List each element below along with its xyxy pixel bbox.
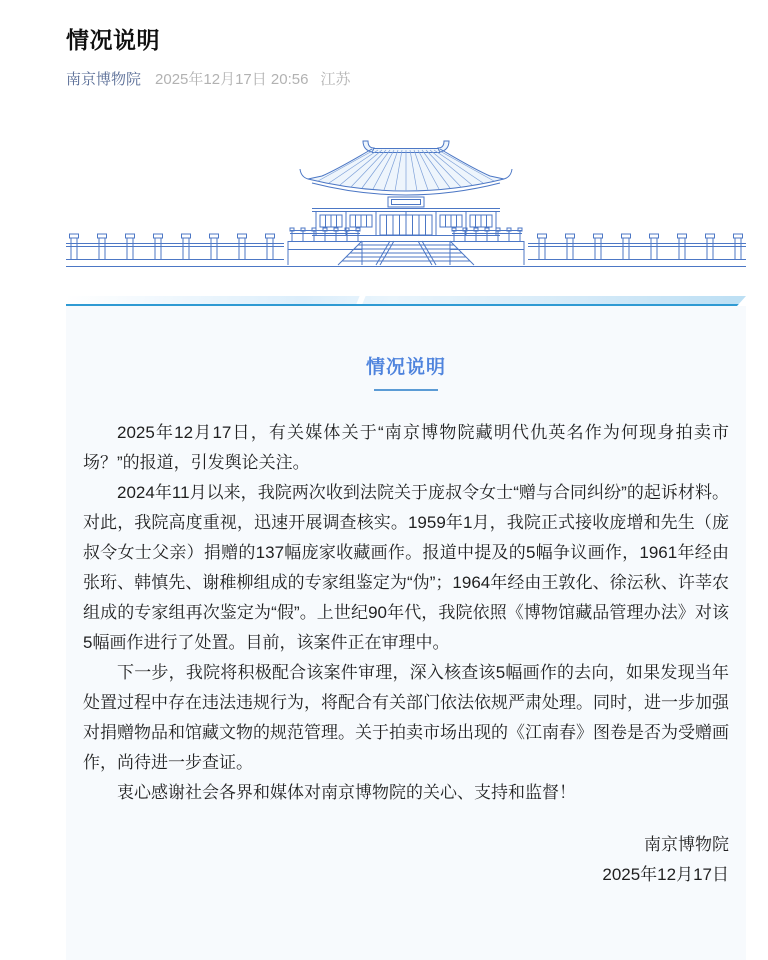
card-top-banner [66,296,746,306]
statement-paragraph: 下一步，我院将积极配合该案件审理，深入核查该5幅画作的去向，如果发现当年处置过程中存在违法违规行为，将配合有关部门依法依规严肃处理。同时，进一步加强对捐赠物品和馆藏文物的规范管理。关于拍卖市场出现的《江南春》图卷是否为受赠画作，尚待进一步查证。 [83,663,729,772]
statement-text [83,418,729,808]
signature-date: 2025年12月17日 [602,865,729,884]
statement-card-body [66,306,746,960]
signature-name: 南京博物院 [644,835,729,854]
museum-building-illustration [66,139,746,269]
byline [66,68,746,89]
publish-datetime: 2025年12月17日 20:56 [155,71,309,88]
statement-paragraph: 2024年11月以来，我院两次收到法院关于庞叔令女士“赠与合同纠纷”的起诉材料。对此，我院高度重视，迅速开展调查核实。1959年1月，我院正式接收庞增和先生（庞叔令女士父亲）捐赠的137幅庞家收藏画作。报道中提及的5幅争议画作，1961年经由张珩、韩慎先、谢稚柳组成的专家组鉴定为“伪”；1964年经由王敦化、徐沄秋、许莘农组成的专家组再次鉴定为“假”。上世纪90年代，我院依照《博物馆藏品管理办法》对该5幅画作进行了处置。目前，该案件正在审理中。 [83,483,729,652]
banner-slash-decoration [357,296,366,304]
statement-paragraph: 2025年12月17日，有关媒体关于“南京博物院藏明代仇英名作为何现身拍卖市场？”的报道，引发舆论关注。 [83,423,729,472]
museum-building-icon [66,139,746,269]
statement-paragraph: 衷心感谢社会各界和媒体对南京博物院的关心、支持和监督！ [117,783,576,802]
page-title: 情况说明 [66,27,160,53]
article-page [0,22,768,960]
account-name-link[interactable]: 南京博物院 [66,71,142,88]
statement-title-underline [374,389,438,391]
statement-title: 情况说明 [365,357,446,378]
statement-card [66,296,746,960]
publish-location: 江苏 [320,71,351,88]
signature-block [83,830,729,890]
